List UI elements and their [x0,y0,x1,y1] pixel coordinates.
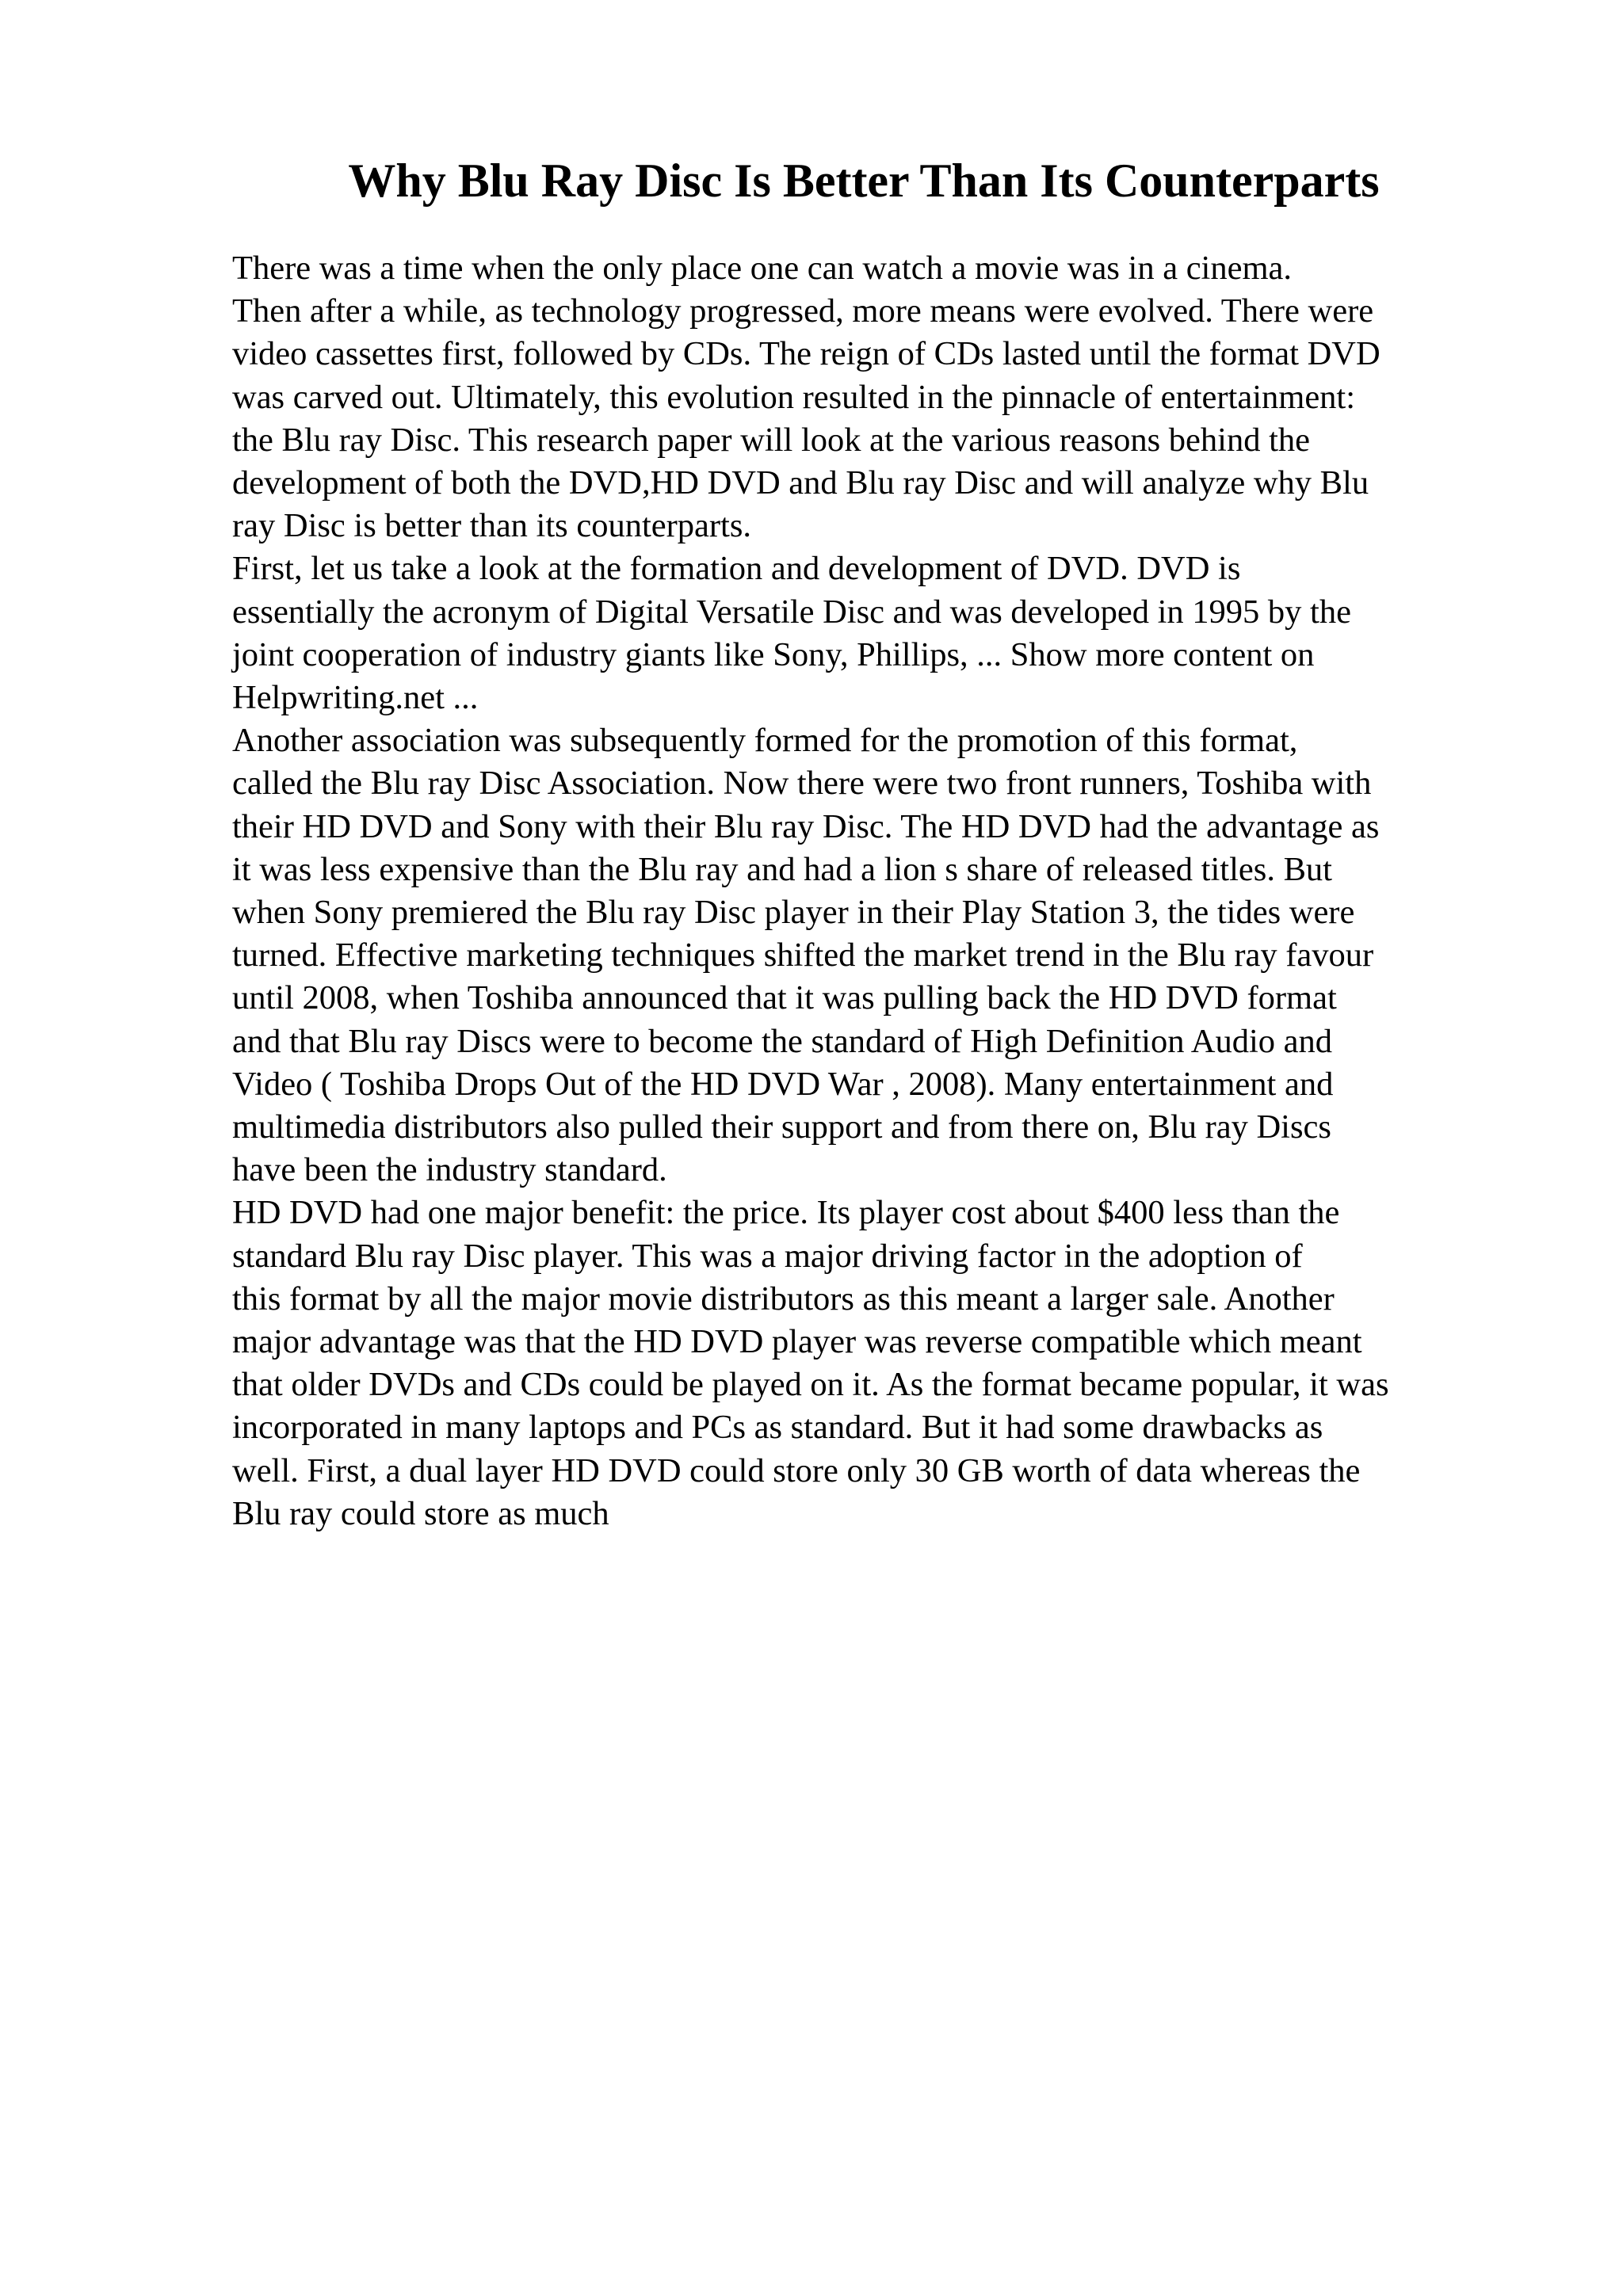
text-line: Video ( Toshiba Drops Out of the HD DVD War , 2008). Many entertainment and [232,1065,1334,1103]
text-line: essentially the acronym of Digital Versatile Disc and was developed in 1995 by the [232,593,1351,631]
document-body [232,247,1516,1535]
text-line: well. First, a dual layer HD DVD could store only 30 GB worth of data whereas the [232,1451,1361,1489]
text-line: called the Blu ray Disc Association. Now there were two front runners, Toshiba with [232,765,1372,803]
text-line: multimedia distributors also pulled their support and from there on, Blu ray Discs [232,1108,1331,1146]
text-line: when Sony premiered the Blu ray Disc player in their Play Station 3, the tides were [232,894,1355,932]
text-line: video cassettes first, followed by CDs. The reign of CDs lasted until the format DVD [232,335,1381,373]
text-line: There was a time when the only place one can watch a movie was in a cinema. [232,250,1293,287]
text-line: and that Blu ray Discs were to become the standard of High Definition Audio and [232,1022,1332,1060]
text-line: major advantage was that the HD DVD player was reverse compatible which meant [232,1323,1362,1361]
text-line: Another association was subsequently formed for the promotion of this format, [232,722,1298,760]
text-line: standard Blu ray Disc player. This was a major driving factor in the adoption of [232,1237,1303,1275]
text-line: Then after a while, as technology progressed, more means were evolved. There were [232,292,1374,330]
text-line: incorporated in many laptops and PCs as standard. But it had some drawbacks as [232,1409,1323,1447]
text-line: ray Disc is better than its counterparts. [232,507,752,545]
text-line: joint cooperation of industry giants like Sony, Phillips, ... Show more content on [232,635,1315,673]
text-line: development of both the DVD,HD DVD and Blu ray Disc and will analyze why Blu [232,464,1369,502]
text-line: Blu ray could store as much [232,1494,609,1532]
text-line: have been the industry standard. [232,1151,667,1189]
document-title: Why Blu Ray Disc Is Better Than Its Counterparts [348,154,1380,207]
text-line: this format by all the major movie distributors as this meant a larger sale. Another [232,1280,1335,1318]
text-line: that older DVDs and CDs could be played on it. As the format became popular, it was [232,1366,1389,1404]
text-line: HD DVD had one major benefit: the price. Its player cost about $400 less than the [232,1194,1340,1232]
text-line: was carved out. Ultimately, this evolution resulted in the pinnacle of entertainment: [232,378,1356,416]
text-line: First, let us take a look at the formation and development of DVD. DVD is [232,550,1241,588]
text-line: the Blu ray Disc. This research paper will look at the various reasons behind the [232,421,1311,459]
text-line: until 2008, when Toshiba announced that it was pulling back the HD DVD format [232,979,1337,1017]
text-line: their HD DVD and Sony with their Blu ray Disc. The HD DVD had the advantage as [232,807,1380,845]
text-line: it was less expensive than the Blu ray and had a lion s share of released titles. But [232,850,1332,888]
text-line: Helpwriting.net ... [232,679,479,717]
text-line: turned. Effective marketing techniques shifted the market trend in the Blu ray favour [232,936,1374,974]
